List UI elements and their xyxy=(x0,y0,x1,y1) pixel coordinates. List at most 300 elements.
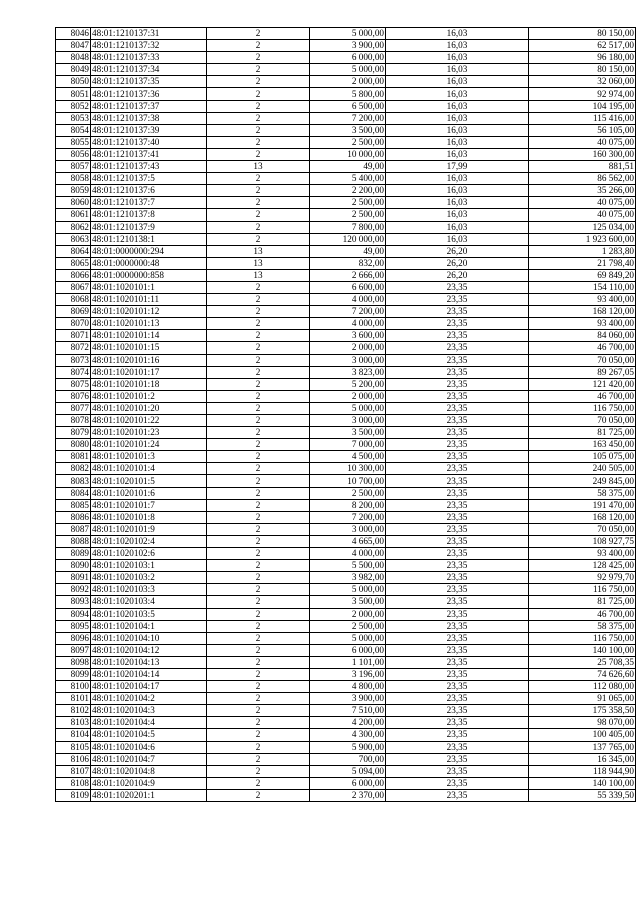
category-cell: 2 xyxy=(207,100,310,112)
row-number-cell: 8064 xyxy=(56,245,91,257)
cadastral-value-cell: 108 927,75 xyxy=(529,535,636,547)
cadastral-number-cell: 48:01:1020104:3 xyxy=(91,705,207,717)
cadastral-value-cell: 81 725,00 xyxy=(529,596,636,608)
cadastral-number-cell: 48:01:1020101:1 xyxy=(91,281,207,293)
table-row xyxy=(56,112,636,124)
table-row xyxy=(56,620,636,632)
row-number-cell: 8075 xyxy=(56,378,91,390)
row-number-cell: 8106 xyxy=(56,753,91,765)
cadastral-number-cell: 48:01:1020101:16 xyxy=(91,354,207,366)
cadastral-number-cell: 48:01:1210137:7 xyxy=(91,197,207,209)
table-row xyxy=(56,64,636,76)
table-row xyxy=(56,40,636,52)
row-number-cell: 8055 xyxy=(56,136,91,148)
specific-value-cell: 23,35 xyxy=(386,281,529,293)
specific-value-cell: 23,35 xyxy=(386,318,529,330)
cadastral-number-cell: 48:01:0000000:294 xyxy=(91,245,207,257)
table-row xyxy=(56,475,636,487)
category-cell: 2 xyxy=(207,608,310,620)
cadastral-value-cell: 140 100,00 xyxy=(529,777,636,789)
cadastral-value-cell: 98 070,00 xyxy=(529,717,636,729)
cadastral-number-cell: 48:01:1020104:7 xyxy=(91,753,207,765)
category-cell: 2 xyxy=(207,148,310,160)
cadastral-number-cell: 48:01:1020104:17 xyxy=(91,681,207,693)
category-cell: 2 xyxy=(207,136,310,148)
cadastral-value-cell: 69 849,20 xyxy=(529,269,636,281)
cadastral-value-cell: 70 050,00 xyxy=(529,415,636,427)
cadastral-value-cell: 25 708,35 xyxy=(529,656,636,668)
category-cell: 2 xyxy=(207,318,310,330)
area-cell: 5 500,00 xyxy=(310,560,386,572)
specific-value-cell: 16,03 xyxy=(386,185,529,197)
cadastral-value-cell: 62 517,00 xyxy=(529,40,636,52)
cadastral-number-cell: 48:01:1210137:8 xyxy=(91,209,207,221)
cadastral-number-cell: 48:01:1210137:33 xyxy=(91,52,207,64)
cadastral-number-cell: 48:01:1210137:32 xyxy=(91,40,207,52)
cadastral-number-cell: 48:01:1020104:8 xyxy=(91,765,207,777)
specific-value-cell: 23,35 xyxy=(386,306,529,318)
area-cell: 10 700,00 xyxy=(310,475,386,487)
category-cell: 2 xyxy=(207,173,310,185)
table-row xyxy=(56,173,636,185)
area-cell: 3 823,00 xyxy=(310,366,386,378)
row-number-cell: 8103 xyxy=(56,717,91,729)
cadastral-value-cell: 96 180,00 xyxy=(529,52,636,64)
specific-value-cell: 23,35 xyxy=(386,753,529,765)
table-row xyxy=(56,789,636,801)
specific-value-cell: 23,35 xyxy=(386,560,529,572)
specific-value-cell: 23,35 xyxy=(386,548,529,560)
table-row xyxy=(56,499,636,511)
cadastral-number-cell: 48:01:1210137:35 xyxy=(91,76,207,88)
row-number-cell: 8053 xyxy=(56,112,91,124)
cadastral-number-cell: 48:01:1020101:7 xyxy=(91,499,207,511)
table-row xyxy=(56,342,636,354)
cadastral-value-cell: 121 420,00 xyxy=(529,378,636,390)
specific-value-cell: 23,35 xyxy=(386,717,529,729)
area-cell: 5 400,00 xyxy=(310,173,386,185)
table-row xyxy=(56,306,636,318)
area-cell: 700,00 xyxy=(310,753,386,765)
area-cell: 3 982,00 xyxy=(310,572,386,584)
row-number-cell: 8072 xyxy=(56,342,91,354)
area-cell: 10 000,00 xyxy=(310,148,386,160)
cadastral-number-cell: 48:01:1210137:39 xyxy=(91,124,207,136)
specific-value-cell: 23,35 xyxy=(386,777,529,789)
specific-value-cell: 23,35 xyxy=(386,390,529,402)
table-row xyxy=(56,330,636,342)
cadastral-number-cell: 48:01:1020104:4 xyxy=(91,717,207,729)
row-number-cell: 8098 xyxy=(56,656,91,668)
cadastral-value-cell: 16 345,00 xyxy=(529,753,636,765)
category-cell: 13 xyxy=(207,257,310,269)
category-cell: 2 xyxy=(207,777,310,789)
row-number-cell: 8091 xyxy=(56,572,91,584)
row-number-cell: 8056 xyxy=(56,148,91,160)
area-cell: 5 000,00 xyxy=(310,584,386,596)
area-cell: 4 300,00 xyxy=(310,729,386,741)
row-number-cell: 8105 xyxy=(56,741,91,753)
cadastral-number-cell: 48:01:1020101:24 xyxy=(91,439,207,451)
table-row xyxy=(56,378,636,390)
specific-value-cell: 23,35 xyxy=(386,668,529,680)
row-number-cell: 8094 xyxy=(56,608,91,620)
area-cell: 3 500,00 xyxy=(310,427,386,439)
cadastral-value-cell: 118 944,90 xyxy=(529,765,636,777)
cadastral-value-cell: 160 300,00 xyxy=(529,148,636,160)
cadastral-number-cell: 48:01:1020101:14 xyxy=(91,330,207,342)
cadastral-number-cell: 48:01:1020101:8 xyxy=(91,511,207,523)
category-cell: 2 xyxy=(207,88,310,100)
area-cell: 7 800,00 xyxy=(310,221,386,233)
table-row xyxy=(56,717,636,729)
category-cell: 2 xyxy=(207,632,310,644)
cadastral-value-cell: 105 075,00 xyxy=(529,451,636,463)
specific-value-cell: 16,03 xyxy=(386,197,529,209)
category-cell: 2 xyxy=(207,668,310,680)
cadastral-value-cell: 116 750,00 xyxy=(529,402,636,414)
area-cell: 2 500,00 xyxy=(310,487,386,499)
cadastral-number-cell: 48:01:1020104:1 xyxy=(91,620,207,632)
category-cell: 2 xyxy=(207,415,310,427)
category-cell: 2 xyxy=(207,620,310,632)
cadastral-number-cell: 48:01:1210137:9 xyxy=(91,221,207,233)
cadastral-value-cell: 104 195,00 xyxy=(529,100,636,112)
table-row xyxy=(56,596,636,608)
cadastral-number-cell: 48:01:1020101:6 xyxy=(91,487,207,499)
area-cell: 6 000,00 xyxy=(310,52,386,64)
row-number-cell: 8054 xyxy=(56,124,91,136)
category-cell: 2 xyxy=(207,76,310,88)
category-cell: 2 xyxy=(207,548,310,560)
table-row xyxy=(56,535,636,547)
table-row xyxy=(56,294,636,306)
specific-value-cell: 23,35 xyxy=(386,427,529,439)
table-row xyxy=(56,765,636,777)
cadastral-value-cell: 168 120,00 xyxy=(529,306,636,318)
table-row xyxy=(56,681,636,693)
cadastral-value-cell: 249 845,00 xyxy=(529,475,636,487)
category-cell: 2 xyxy=(207,366,310,378)
cadastral-number-cell: 48:01:1020104:6 xyxy=(91,741,207,753)
cadastral-number-cell: 48:01:1020103:4 xyxy=(91,596,207,608)
cadastral-value-cell: 55 339,50 xyxy=(529,789,636,801)
specific-value-cell: 23,35 xyxy=(386,681,529,693)
cadastral-number-cell: 48:01:1020201:1 xyxy=(91,789,207,801)
specific-value-cell: 23,35 xyxy=(386,608,529,620)
row-number-cell: 8087 xyxy=(56,523,91,535)
specific-value-cell: 23,35 xyxy=(386,330,529,342)
table-row xyxy=(56,245,636,257)
table-row xyxy=(56,221,636,233)
specific-value-cell: 16,03 xyxy=(386,28,529,40)
table-row xyxy=(56,197,636,209)
row-number-cell: 8088 xyxy=(56,535,91,547)
cadastral-number-cell: 48:01:1020104:13 xyxy=(91,656,207,668)
table-row xyxy=(56,161,636,173)
area-cell: 2 370,00 xyxy=(310,789,386,801)
specific-value-cell: 23,35 xyxy=(386,499,529,511)
specific-value-cell: 16,03 xyxy=(386,64,529,76)
cadastral-value-cell: 40 075,00 xyxy=(529,209,636,221)
specific-value-cell: 16,03 xyxy=(386,40,529,52)
area-cell: 49,00 xyxy=(310,245,386,257)
cadastral-value-cell: 1 283,80 xyxy=(529,245,636,257)
row-number-cell: 8059 xyxy=(56,185,91,197)
row-number-cell: 8081 xyxy=(56,451,91,463)
specific-value-cell: 23,35 xyxy=(386,487,529,499)
cadastral-value-cell: 32 060,00 xyxy=(529,76,636,88)
specific-value-cell: 23,35 xyxy=(386,644,529,656)
specific-value-cell: 17,99 xyxy=(386,161,529,173)
cadastral-number-cell: 48:01:0000000:48 xyxy=(91,257,207,269)
table-row xyxy=(56,741,636,753)
specific-value-cell: 16,03 xyxy=(386,221,529,233)
category-cell: 2 xyxy=(207,281,310,293)
cadastral-value-cell: 128 425,00 xyxy=(529,560,636,572)
area-cell: 5 200,00 xyxy=(310,378,386,390)
category-cell: 13 xyxy=(207,245,310,257)
area-cell: 3 600,00 xyxy=(310,330,386,342)
cadastral-value-cell: 881,51 xyxy=(529,161,636,173)
row-number-cell: 8082 xyxy=(56,463,91,475)
area-cell: 7 000,00 xyxy=(310,439,386,451)
area-cell: 4 000,00 xyxy=(310,548,386,560)
table-row xyxy=(56,415,636,427)
area-cell: 2 000,00 xyxy=(310,390,386,402)
cadastral-value-cell: 115 416,00 xyxy=(529,112,636,124)
table-body xyxy=(56,28,636,802)
area-cell: 3 900,00 xyxy=(310,40,386,52)
area-cell: 7 510,00 xyxy=(310,705,386,717)
area-cell: 2 500,00 xyxy=(310,209,386,221)
row-number-cell: 8085 xyxy=(56,499,91,511)
cadastral-value-cell: 92 979,70 xyxy=(529,572,636,584)
category-cell: 2 xyxy=(207,463,310,475)
area-cell: 7 200,00 xyxy=(310,306,386,318)
area-cell: 6 600,00 xyxy=(310,281,386,293)
row-number-cell: 8058 xyxy=(56,173,91,185)
cadastral-number-cell: 48:01:1210137:41 xyxy=(91,148,207,160)
area-cell: 2 500,00 xyxy=(310,136,386,148)
specific-value-cell: 23,35 xyxy=(386,572,529,584)
category-cell: 2 xyxy=(207,233,310,245)
cadastral-number-cell: 48:01:1020103:2 xyxy=(91,572,207,584)
cadastral-number-cell: 48:01:1210137:6 xyxy=(91,185,207,197)
cadastral-value-cell: 80 150,00 xyxy=(529,64,636,76)
cadastral-number-cell: 48:01:1210137:43 xyxy=(91,161,207,173)
cadastral-value-cell: 46 700,00 xyxy=(529,342,636,354)
area-cell: 2 500,00 xyxy=(310,620,386,632)
specific-value-cell: 16,03 xyxy=(386,233,529,245)
category-cell: 2 xyxy=(207,439,310,451)
area-cell: 5 000,00 xyxy=(310,28,386,40)
category-cell: 2 xyxy=(207,789,310,801)
table-row xyxy=(56,451,636,463)
area-cell: 4 000,00 xyxy=(310,294,386,306)
row-number-cell: 8079 xyxy=(56,427,91,439)
specific-value-cell: 26,20 xyxy=(386,257,529,269)
category-cell: 13 xyxy=(207,161,310,173)
cadastral-number-cell: 48:01:1020104:2 xyxy=(91,693,207,705)
table-row xyxy=(56,572,636,584)
row-number-cell: 8071 xyxy=(56,330,91,342)
area-cell: 3 500,00 xyxy=(310,596,386,608)
row-number-cell: 8083 xyxy=(56,475,91,487)
area-cell: 7 200,00 xyxy=(310,112,386,124)
category-cell: 2 xyxy=(207,584,310,596)
cadastral-value-cell: 46 700,00 xyxy=(529,390,636,402)
cadastral-value-cell: 91 065,00 xyxy=(529,693,636,705)
cadastral-value-cell: 35 266,00 xyxy=(529,185,636,197)
cadastral-number-cell: 48:01:1020101:5 xyxy=(91,475,207,487)
specific-value-cell: 16,03 xyxy=(386,100,529,112)
table-row xyxy=(56,463,636,475)
specific-value-cell: 23,35 xyxy=(386,789,529,801)
cadastral-number-cell: 48:01:1210137:5 xyxy=(91,173,207,185)
specific-value-cell: 16,03 xyxy=(386,209,529,221)
row-number-cell: 8052 xyxy=(56,100,91,112)
category-cell: 2 xyxy=(207,499,310,511)
category-cell: 2 xyxy=(207,221,310,233)
row-number-cell: 8047 xyxy=(56,40,91,52)
row-number-cell: 8051 xyxy=(56,88,91,100)
table-row xyxy=(56,487,636,499)
cadastral-number-cell: 48:01:1020101:2 xyxy=(91,390,207,402)
category-cell: 2 xyxy=(207,402,310,414)
cadastral-number-cell: 48:01:1020101:15 xyxy=(91,342,207,354)
cadastral-value-cell: 40 075,00 xyxy=(529,197,636,209)
category-cell: 2 xyxy=(207,306,310,318)
cadastral-value-cell: 40 075,00 xyxy=(529,136,636,148)
cadastral-value-cell: 191 470,00 xyxy=(529,499,636,511)
table-row xyxy=(56,185,636,197)
cadastral-number-cell: 48:01:1020102:4 xyxy=(91,535,207,547)
table-row xyxy=(56,354,636,366)
row-number-cell: 8070 xyxy=(56,318,91,330)
specific-value-cell: 16,03 xyxy=(386,148,529,160)
specific-value-cell: 23,35 xyxy=(386,463,529,475)
row-number-cell: 8046 xyxy=(56,28,91,40)
specific-value-cell: 23,35 xyxy=(386,705,529,717)
table-row xyxy=(56,281,636,293)
area-cell: 6 000,00 xyxy=(310,777,386,789)
row-number-cell: 8068 xyxy=(56,294,91,306)
cadastral-value-cell: 81 725,00 xyxy=(529,427,636,439)
cadastral-number-cell: 48:01:1020101:18 xyxy=(91,378,207,390)
cadastral-value-cell: 21 798,40 xyxy=(529,257,636,269)
cadastral-number-cell: 48:01:1020101:11 xyxy=(91,294,207,306)
category-cell: 2 xyxy=(207,656,310,668)
category-cell: 2 xyxy=(207,451,310,463)
area-cell: 4 200,00 xyxy=(310,717,386,729)
cadastral-number-cell: 48:01:1020101:20 xyxy=(91,402,207,414)
category-cell: 2 xyxy=(207,294,310,306)
area-cell: 3 500,00 xyxy=(310,124,386,136)
specific-value-cell: 16,03 xyxy=(386,112,529,124)
area-cell: 120 000,00 xyxy=(310,233,386,245)
table-row xyxy=(56,668,636,680)
specific-value-cell: 23,35 xyxy=(386,741,529,753)
category-cell: 2 xyxy=(207,535,310,547)
table-row xyxy=(56,548,636,560)
category-cell: 2 xyxy=(207,572,310,584)
area-cell: 3 196,00 xyxy=(310,668,386,680)
row-number-cell: 8108 xyxy=(56,777,91,789)
area-cell: 4 000,00 xyxy=(310,318,386,330)
table-row xyxy=(56,705,636,717)
category-cell: 2 xyxy=(207,28,310,40)
row-number-cell: 8060 xyxy=(56,197,91,209)
cadastral-value-cell: 86 562,00 xyxy=(529,173,636,185)
specific-value-cell: 16,03 xyxy=(386,52,529,64)
area-cell: 5 000,00 xyxy=(310,632,386,644)
cadastral-number-cell: 48:01:1020102:6 xyxy=(91,548,207,560)
specific-value-cell: 16,03 xyxy=(386,124,529,136)
row-number-cell: 8101 xyxy=(56,693,91,705)
table-row xyxy=(56,427,636,439)
table-row xyxy=(56,318,636,330)
area-cell: 5 800,00 xyxy=(310,88,386,100)
specific-value-cell: 23,35 xyxy=(386,632,529,644)
category-cell: 2 xyxy=(207,64,310,76)
category-cell: 13 xyxy=(207,269,310,281)
specific-value-cell: 23,35 xyxy=(386,511,529,523)
specific-value-cell: 16,03 xyxy=(386,173,529,185)
row-number-cell: 8109 xyxy=(56,789,91,801)
row-number-cell: 8076 xyxy=(56,390,91,402)
cadastral-value-table xyxy=(55,27,636,802)
table-row xyxy=(56,390,636,402)
specific-value-cell: 23,35 xyxy=(386,620,529,632)
area-cell: 49,00 xyxy=(310,161,386,173)
category-cell: 2 xyxy=(207,511,310,523)
cadastral-value-cell: 163 450,00 xyxy=(529,439,636,451)
table-row xyxy=(56,560,636,572)
specific-value-cell: 16,03 xyxy=(386,88,529,100)
category-cell: 2 xyxy=(207,209,310,221)
cadastral-number-cell: 48:01:1210137:31 xyxy=(91,28,207,40)
cadastral-value-cell: 175 358,50 xyxy=(529,705,636,717)
category-cell: 2 xyxy=(207,197,310,209)
area-cell: 3 000,00 xyxy=(310,415,386,427)
cadastral-value-cell: 70 050,00 xyxy=(529,354,636,366)
row-number-cell: 8104 xyxy=(56,729,91,741)
cadastral-number-cell: 48:01:0000000:858 xyxy=(91,269,207,281)
row-number-cell: 8102 xyxy=(56,705,91,717)
cadastral-number-cell: 48:01:1020104:9 xyxy=(91,777,207,789)
row-number-cell: 8080 xyxy=(56,439,91,451)
specific-value-cell: 23,35 xyxy=(386,656,529,668)
cadastral-number-cell: 48:01:1210137:34 xyxy=(91,64,207,76)
table-row xyxy=(56,88,636,100)
category-cell: 2 xyxy=(207,644,310,656)
specific-value-cell: 16,03 xyxy=(386,136,529,148)
area-cell: 3 000,00 xyxy=(310,354,386,366)
row-number-cell: 8050 xyxy=(56,76,91,88)
table-row xyxy=(56,52,636,64)
area-cell: 5 000,00 xyxy=(310,64,386,76)
specific-value-cell: 23,35 xyxy=(386,439,529,451)
table-row xyxy=(56,148,636,160)
specific-value-cell: 23,35 xyxy=(386,523,529,535)
cadastral-number-cell: 48:01:1020104:10 xyxy=(91,632,207,644)
cadastral-value-cell: 93 400,00 xyxy=(529,294,636,306)
specific-value-cell: 23,35 xyxy=(386,475,529,487)
table-row xyxy=(56,257,636,269)
category-cell: 2 xyxy=(207,52,310,64)
category-cell: 2 xyxy=(207,185,310,197)
